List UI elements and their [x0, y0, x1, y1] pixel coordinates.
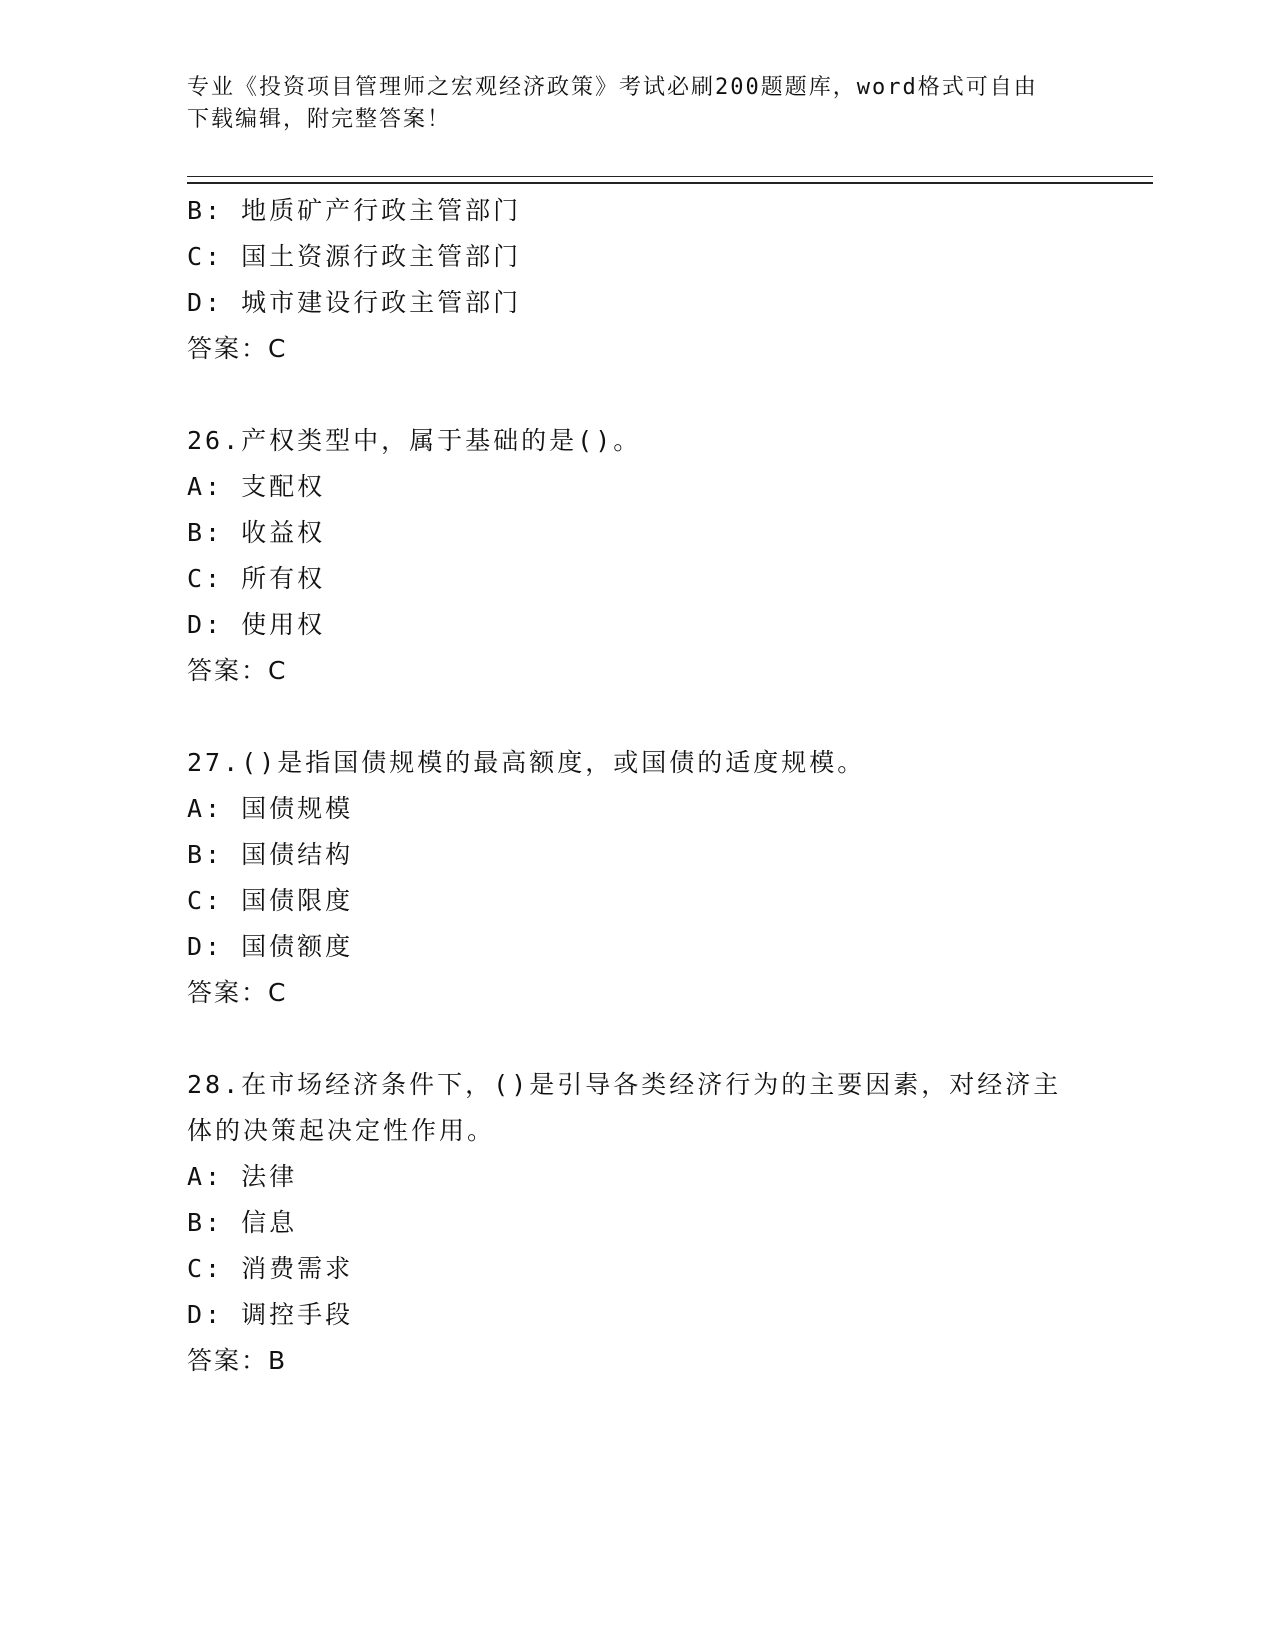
- document-header: [187, 72, 1087, 136]
- option-d: D: 国债额度: [187, 932, 354, 961]
- question-list: [187, 188, 1087, 1384]
- option-d: D: 城市建设行政主管部门: [187, 288, 522, 317]
- option-d: D: 调控手段: [187, 1300, 354, 1329]
- option-c: C: 所有权: [187, 564, 326, 593]
- answer-line: 答案：C: [187, 334, 288, 363]
- option-b: B: 收益权: [187, 518, 326, 547]
- option-c: C: 消费需求: [187, 1254, 354, 1283]
- question-25-tail: [187, 188, 1087, 372]
- spacer: [187, 694, 1087, 740]
- option-a: A: 国债规模: [187, 794, 354, 823]
- option-b: B: 地质矿产行政主管部门: [187, 196, 522, 225]
- spacer: [187, 372, 1087, 418]
- option-a: A: 支配权: [187, 472, 326, 501]
- header-divider-thin: [187, 176, 1153, 177]
- question-text-line-1: 28.在市场经济条件下，()是引导各类经济行为的主要因素，对经济主: [187, 1070, 1062, 1099]
- question-text: 26.产权类型中，属于基础的是()。: [187, 426, 642, 455]
- question-28: [187, 1062, 1087, 1384]
- answer-line: 答案：C: [187, 656, 288, 685]
- answer-line: 答案：B: [187, 1346, 288, 1375]
- option-b: B: 信息: [187, 1208, 298, 1237]
- spacer: [187, 1016, 1087, 1062]
- header-line-2: 下载编辑，附完整答案！: [187, 107, 452, 132]
- option-b: B: 国债结构: [187, 840, 354, 869]
- question-26: [187, 418, 1087, 694]
- option-c: C: 国债限度: [187, 886, 354, 915]
- question-27: [187, 740, 1087, 1016]
- question-text-line-2: 体的决策起决定性作用。: [187, 1116, 496, 1145]
- answer-line: 答案：C: [187, 978, 288, 1007]
- header-line-1: 专业《投资项目管理师之宏观经济政策》考试必刷200题题库，word格式可自由: [187, 75, 1038, 100]
- option-c: C: 国土资源行政主管部门: [187, 242, 522, 271]
- option-d: D: 使用权: [187, 610, 326, 639]
- option-a: A: 法律: [187, 1162, 298, 1191]
- question-text: 27.()是指国债规模的最高额度，或国债的适度规模。: [187, 748, 866, 777]
- header-divider-thick: [187, 182, 1153, 184]
